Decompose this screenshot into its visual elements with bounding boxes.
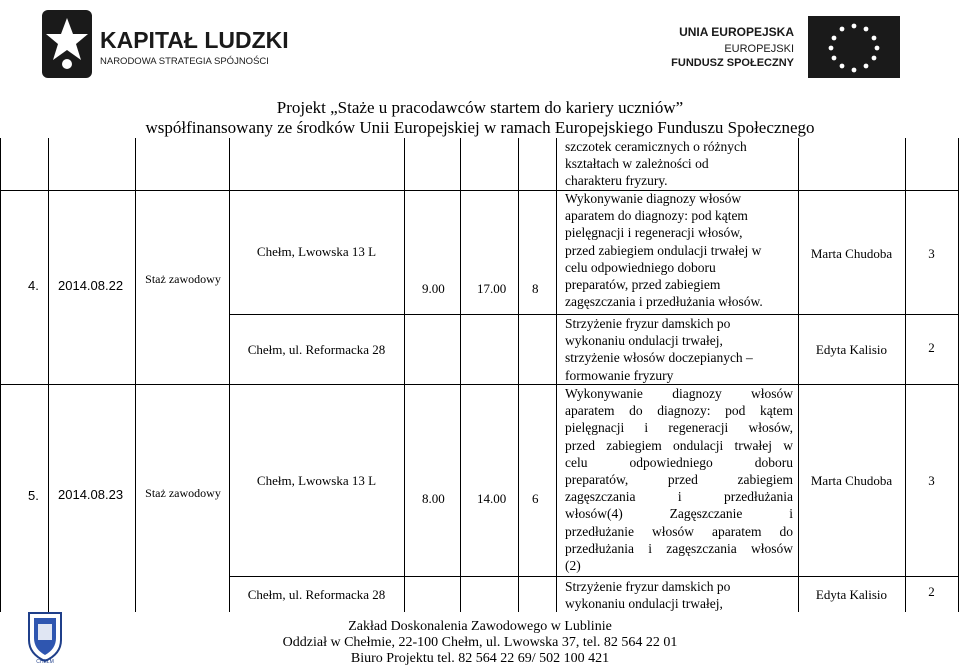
description-line: aparatem do diagnozy: pod kątem	[565, 403, 793, 419]
row-location: Chełm, Lwowska 13 L	[256, 473, 377, 488]
kapital-ludzki-subtitle: NARODOWA STRATEGIA SPÓJNOŚCI	[100, 56, 269, 67]
table-border-left	[0, 138, 1, 612]
table-border-right	[958, 138, 959, 612]
description-line: przed zabiegiem ondulacji trwałej w	[565, 242, 762, 258]
activity-description	[565, 385, 793, 574]
description-line: kształtach w zależności od	[565, 156, 709, 172]
activity-description	[565, 578, 793, 612]
description-line: formowanie fryzury	[565, 367, 674, 383]
schedule-table	[0, 138, 960, 612]
project-title: Projekt „Staże u pracodawców startem do kariery uczniów”	[276, 98, 684, 117]
description-line: Wykonywanie diagnozy włosów	[565, 386, 793, 401]
instructor-count: 2	[928, 584, 935, 599]
kapital-ludzki-logo	[38, 4, 289, 84]
description-line: pielęgnacji i regeneracji włosów,	[565, 225, 743, 241]
description-line: preparatów, przed zabiegiem	[565, 277, 721, 293]
column-divider	[905, 138, 906, 612]
instructor-name: Marta Chudoba	[810, 473, 893, 488]
row-type: Staż zawodowy	[145, 486, 221, 500]
hours-to: 17.00	[477, 281, 507, 296]
row-location: Chełm, Lwowska 13 L	[256, 244, 377, 259]
hours-count: 8	[532, 281, 539, 296]
description-line: przed zabiegiem ondulacji trwałej w	[565, 437, 793, 453]
row-date: 2014.08.23	[58, 487, 124, 502]
description-line: Strzyżenie fryzur damskich po	[565, 579, 731, 594]
description-fragment	[565, 138, 793, 190]
project-subtitle: współfinansowany ze środków Unii Europejskiej w ramach Europejskiego Funduszu Społecznego	[145, 118, 815, 137]
column-divider	[404, 138, 405, 612]
hours-from: 8.00	[422, 491, 445, 506]
kapital-ludzki-title: KAPITAŁ LUDZKI	[100, 27, 289, 53]
instructor-count: 3	[928, 246, 935, 261]
description-line: szczotek ceramicznych o różnych	[565, 139, 747, 154]
instructor-name: Marta Chudoba	[810, 246, 893, 261]
instructor-name: Edyta Kalisio	[815, 587, 888, 602]
hours-count: 6	[532, 491, 539, 506]
column-divider	[518, 138, 519, 612]
description-line: wykonaniu ondulacji trwałej,	[565, 596, 723, 612]
row-location: Chełm, ul. Reformacka 28	[247, 587, 386, 602]
row-divider	[229, 576, 958, 577]
description-line: preparatów, przed zabiegiem	[565, 472, 793, 488]
row-divider	[0, 190, 958, 191]
description-line: pielęgnacji i regeneracji włosów,	[565, 420, 793, 436]
eu-logo-line2: EUROPEJSKI	[724, 43, 794, 55]
eu-logo	[671, 14, 946, 80]
column-divider	[798, 138, 799, 612]
column-divider	[229, 138, 230, 612]
row-date: 2014.08.22	[58, 278, 124, 293]
instructor-count: 3	[928, 473, 935, 488]
hours-to: 14.00	[477, 491, 507, 506]
footer-line-3: Biuro Projektu tel. 82 564 22 69/ 502 100 421	[350, 651, 610, 666]
description-line: (2)	[565, 558, 581, 574]
row-number: 4.	[28, 278, 39, 293]
activity-description	[565, 190, 793, 310]
description-line: włosów(4) Zagęszczanie i	[565, 506, 793, 522]
description-line: Strzyżenie fryzur damskich po	[565, 316, 731, 331]
description-line: Wykonywanie diagnozy włosów	[565, 191, 742, 206]
footer-line-2: Oddział w Chełmie, 22-100 Chełm, ul. Lwowska 37, tel. 82 564 22 01	[282, 635, 678, 650]
footer-line-1: Zakład Doskonalenia Zawodowego w Lublinie	[348, 619, 612, 634]
eu-logo-line1: UNIA EUROPEJSKA	[679, 25, 794, 39]
description-line: strzyżenie włosów doczepianych –	[565, 350, 753, 366]
row-divider	[0, 384, 958, 385]
description-line: celu odpowiedniego doboru	[565, 454, 793, 470]
eu-logo-line3: FUNDUSZ SPOŁECZNY	[671, 57, 794, 69]
description-line: zagęszczania i przedłużania włosów.	[565, 294, 763, 310]
description-line: celu odpowiedniego doboru	[565, 259, 716, 275]
description-line: wykonaniu ondulacji trwałej,	[565, 333, 723, 349]
instructor-name: Edyta Kalisio	[815, 342, 888, 357]
description-line: zagęszczania i przedłużania	[565, 489, 793, 505]
instructor-count: 2	[928, 340, 935, 355]
description-line: przedłużanie włosów aparatem do	[565, 523, 793, 539]
activity-description	[565, 315, 793, 384]
emblem-label: CHEŁM	[36, 659, 54, 665]
column-divider	[460, 138, 461, 612]
kapital-ludzki-emblem-icon	[42, 10, 92, 78]
column-divider	[48, 138, 49, 612]
description-line: przedłużania i zagęszczania włosów	[565, 540, 793, 556]
eu-flag-icon	[808, 16, 900, 78]
row-location: Chełm, ul. Reformacka 28	[247, 342, 386, 357]
column-divider	[556, 138, 557, 612]
column-divider	[135, 138, 136, 612]
description-line: charakteru fryzury.	[565, 173, 668, 189]
row-number: 5.	[28, 488, 39, 503]
row-type: Staż zawodowy	[145, 272, 221, 286]
description-line: aparatem do diagnozy: pod kątem	[565, 208, 748, 224]
hours-from: 9.00	[422, 281, 445, 296]
